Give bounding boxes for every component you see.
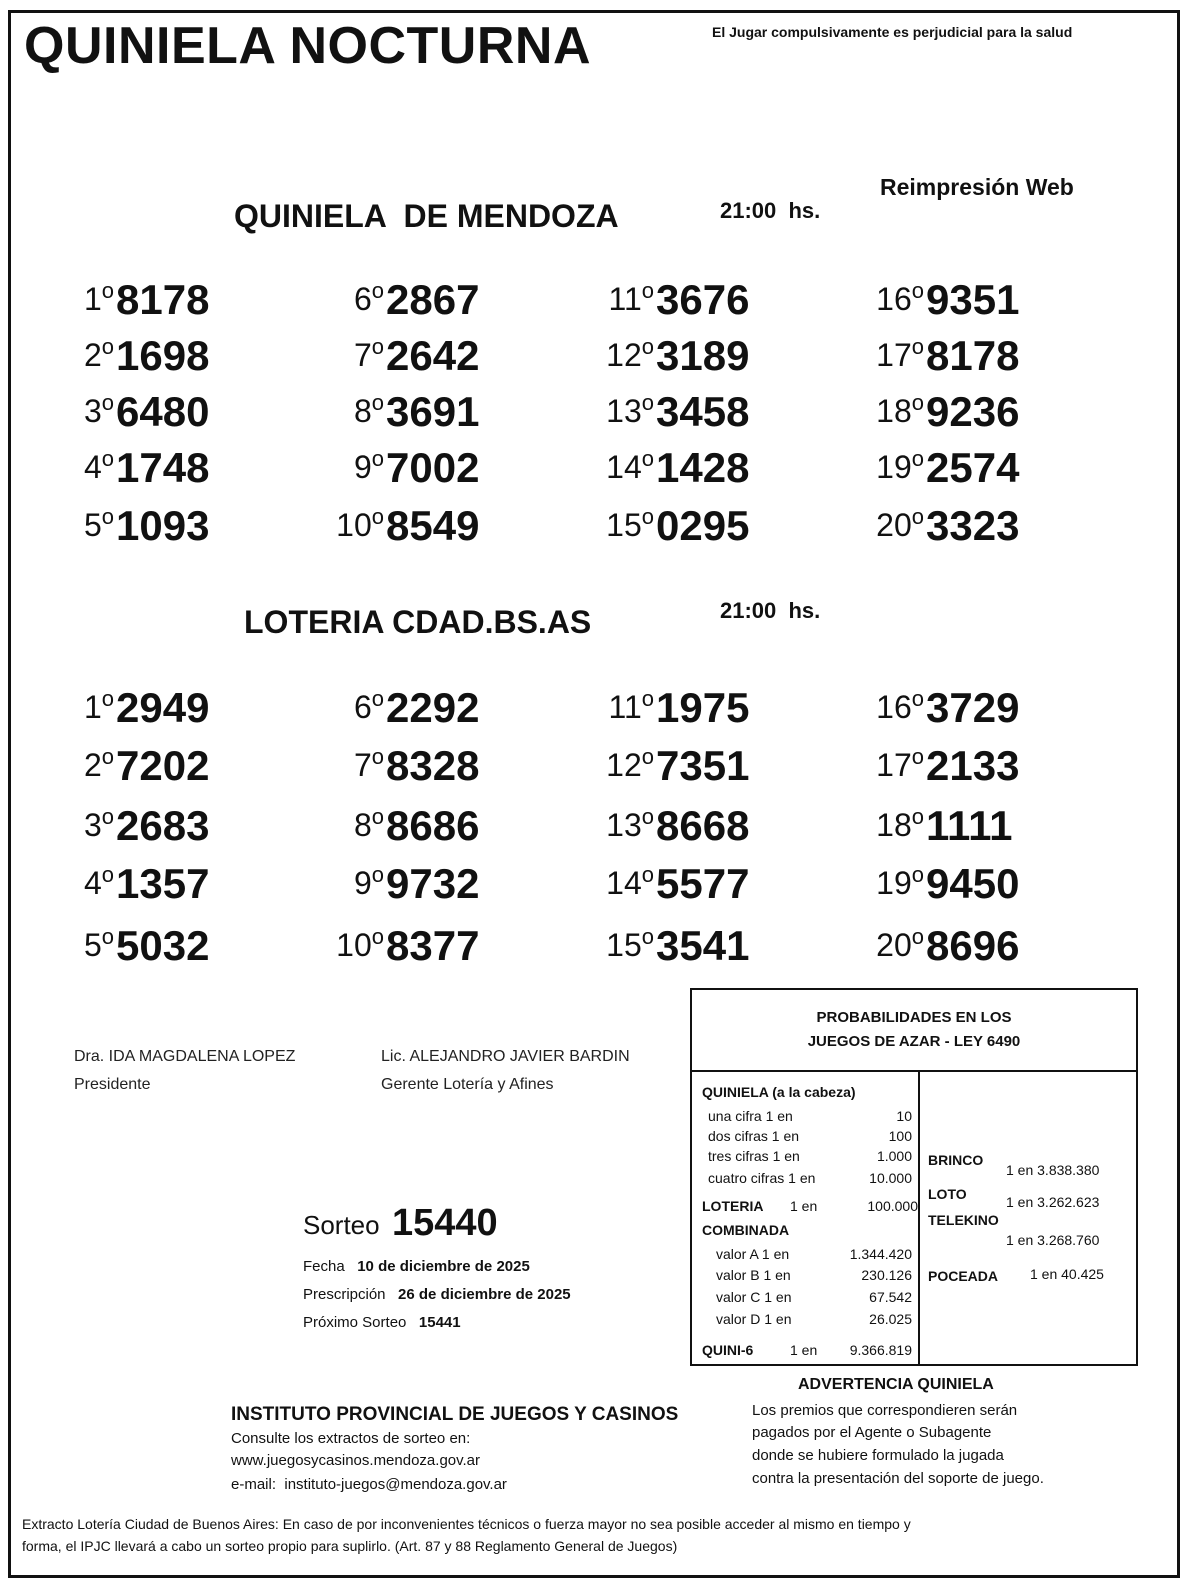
result-position: 6$^o$ (353, 686, 384, 725)
result-position: 20$^o$ (876, 504, 924, 543)
poceada-value: 1 en 40.425 (1030, 1266, 1104, 1282)
combinada-row-value: 230.126 (861, 1267, 912, 1283)
result-position: 1$^o$ (83, 278, 114, 317)
bsas-result-3 (42, 802, 282, 850)
result-number: 8668 (656, 802, 750, 849)
result-number: 7002 (386, 444, 480, 491)
bsas-result-4 (42, 860, 282, 908)
fecha-label: Fecha (303, 1258, 345, 1275)
result-number: 3676 (656, 276, 750, 323)
signature-name: Lic. ALEJANDRO JAVIER BARDIN (381, 1048, 630, 1065)
result-position: 12$^o$ (606, 334, 654, 373)
result-position: 12$^o$ (606, 744, 654, 783)
combinada-row-label: valor D 1 en (716, 1311, 792, 1327)
result-number: 7351 (656, 742, 750, 789)
result-number: 2574 (926, 444, 1020, 491)
mendoza-result-10 (312, 502, 552, 550)
proximo-line (303, 1314, 461, 1331)
signature-role: Gerente Lotería y Afines (381, 1076, 554, 1093)
result-position: 3$^o$ (83, 390, 114, 429)
mendoza-time: 21:00 hs. (720, 198, 821, 223)
result-position: 13$^o$ (606, 390, 654, 429)
result-position: 7$^o$ (353, 334, 384, 373)
result-position: 14$^o$ (606, 446, 654, 485)
result-position: 17$^o$ (876, 744, 924, 783)
institute-website: www.juegosycasinos.mendoza.gov.ar (231, 1452, 481, 1469)
result-number: 8328 (386, 742, 480, 789)
bsas-result-20 (852, 922, 1092, 970)
quiniela-row-value: 100 (888, 1128, 912, 1144)
prescripcion-line (303, 1286, 571, 1303)
footer-line: Extracto Lotería Ciudad de Buenos Aires: En caso de por inconvenientes técnicos o fuerza mayor no sea posible acceder al mismo en tiempo y (22, 1516, 911, 1532)
mendoza-result-5 (42, 502, 282, 550)
result-number: 5032 (116, 922, 210, 969)
result-position: 16$^o$ (876, 278, 924, 317)
mendoza-result-4 (42, 444, 282, 492)
bsas-result-12 (582, 742, 822, 790)
brinco-value: 1 en 3.838.380 (1006, 1162, 1100, 1178)
result-position: 19$^o$ (876, 862, 924, 901)
result-number: 6480 (116, 388, 210, 435)
loto-label: LOTO (928, 1186, 967, 1202)
result-number: 1111 (926, 802, 1013, 849)
institute-title: INSTITUTO PROVINCIAL DE JUEGOS Y CASINOS (231, 1404, 679, 1425)
result-position: 10$^o$ (336, 504, 384, 543)
sorteo-label: Sorteo (303, 1210, 380, 1240)
prescripcion-label: Prescripción (303, 1286, 386, 1303)
result-position: 8$^o$ (353, 804, 384, 843)
result-position: 18$^o$ (876, 390, 924, 429)
quiniela-row-label: dos cifras 1 en (708, 1128, 800, 1144)
result-number: 2949 (116, 684, 210, 731)
result-position: 8$^o$ (353, 390, 384, 429)
mendoza-result-19 (852, 444, 1092, 492)
bsas-result-15 (582, 922, 822, 970)
footer-line: forma, el IPJC llevará a cabo un sorteo propio para suplirlo. (Art. 87 y 88 Reglamento General de Juegos) (22, 1538, 678, 1554)
result-number: 5577 (656, 860, 750, 907)
health-warning: El Jugar compulsivamente es perjudicial para la salud (712, 24, 1073, 40)
bsas-result-16 (852, 684, 1092, 732)
result-position: 19$^o$ (876, 446, 924, 485)
result-number: 0295 (656, 502, 750, 549)
bsas-title: LOTERIA CDAD.BS.AS (244, 604, 592, 640)
signature-role: Presidente (74, 1076, 151, 1093)
bsas-result-7 (312, 742, 552, 790)
result-position: 5$^o$ (83, 924, 114, 963)
mendoza-result-11 (582, 276, 822, 324)
mendoza-result-8 (312, 388, 552, 436)
mendoza-result-14 (582, 444, 822, 492)
result-number: 3189 (656, 332, 750, 379)
result-number: 2133 (926, 742, 1020, 789)
mendoza-result-16 (852, 276, 1092, 324)
loto-value: 1 en 3.262.623 (1006, 1194, 1100, 1210)
fecha-value: 10 de diciembre de 2025 (357, 1258, 530, 1275)
result-number: 1357 (116, 860, 210, 907)
quiniela-row-label: una cifra 1 en (708, 1108, 793, 1124)
result-position: 4$^o$ (83, 862, 114, 901)
mendoza-result-3 (42, 388, 282, 436)
bsas-result-5 (42, 922, 282, 970)
mendoza-result-17 (852, 332, 1092, 380)
bsas-result-10 (312, 922, 552, 970)
fecha-line (303, 1258, 530, 1275)
mendoza-result-6 (312, 276, 552, 324)
result-position: 5$^o$ (83, 504, 114, 543)
result-number: 3458 (656, 388, 750, 435)
bsas-result-2 (42, 742, 282, 790)
advertencia-title: ADVERTENCIA QUINIELA (798, 1376, 994, 1393)
telekino-value: 1 en 3.268.760 (1006, 1232, 1100, 1248)
result-number: 9732 (386, 860, 480, 907)
bsas-result-13 (582, 802, 822, 850)
combinada-label: COMBINADA (702, 1222, 790, 1238)
quiniela-row-value: 10.000 (869, 1170, 912, 1186)
telekino-label: TELEKINO (928, 1212, 999, 1228)
result-number: 7202 (116, 742, 210, 789)
institute-email-line (231, 1476, 507, 1493)
advertencia-line: pagados por el Agente o Subagente (752, 1424, 992, 1441)
proximo-value: 15441 (418, 1314, 461, 1331)
result-number: 1748 (116, 444, 210, 491)
bsas-result-19 (852, 860, 1092, 908)
result-position: 15$^o$ (606, 924, 654, 963)
result-position: 11$^o$ (608, 278, 654, 317)
result-number: 2867 (386, 276, 480, 323)
email-label: e-mail: (231, 1476, 277, 1493)
result-number: 2642 (386, 332, 480, 379)
result-position: 9$^o$ (353, 446, 384, 485)
bsas-time: 21:00 hs. (720, 598, 821, 623)
result-position: 2$^o$ (83, 334, 114, 373)
combinada-row-value: 1.344.420 (849, 1246, 912, 1262)
signature-name: Dra. IDA MAGDALENA LOPEZ (74, 1048, 296, 1065)
quiniela-row-label: tres cifras 1 en (708, 1148, 800, 1164)
probabilities-header (690, 988, 1138, 1072)
result-position: 15$^o$ (606, 504, 654, 543)
result-number: 9236 (926, 388, 1020, 435)
bsas-result-9 (312, 860, 552, 908)
result-position: 7$^o$ (353, 744, 384, 783)
quiniela-row-value: 10 (896, 1108, 912, 1124)
reprint-label: Reimpresión Web (880, 174, 1074, 200)
result-number: 3691 (386, 388, 480, 435)
probabilities-title-2: JUEGOS DE AZAR - LEY 6490 (807, 1033, 1021, 1050)
mendoza-result-13 (582, 388, 822, 436)
result-number: 1428 (656, 444, 750, 491)
quini6-value: 9.366.819 (849, 1342, 912, 1358)
quiniela-row-value: 1.000 (876, 1148, 912, 1164)
quiniela-row-label: cuatro cifras 1 en (708, 1170, 816, 1186)
loteria-en: 1 en (790, 1198, 818, 1214)
result-number: 8686 (386, 802, 480, 849)
probabilities-title-1: PROBABILIDADES EN LOS (816, 1009, 1012, 1026)
result-number: 3729 (926, 684, 1020, 731)
mendoza-result-15 (582, 502, 822, 550)
proximo-label: Próximo Sorteo (303, 1314, 407, 1331)
bsas-result-18 (852, 802, 1092, 850)
combinada-row-value: 26.025 (869, 1311, 912, 1327)
result-number: 8178 (116, 276, 210, 323)
mendoza-result-18 (852, 388, 1092, 436)
bsas-result-14 (582, 860, 822, 908)
page-title: QUINIELA NOCTURNA (24, 17, 591, 75)
result-number: 2292 (386, 684, 480, 731)
result-number: 8696 (926, 922, 1020, 969)
result-number: 3541 (656, 922, 750, 969)
result-number: 8377 (386, 922, 480, 969)
result-number: 2683 (116, 802, 210, 849)
result-position: 11$^o$ (608, 686, 654, 725)
combinada-row-label: valor C 1 en (716, 1289, 792, 1305)
result-position: 18$^o$ (876, 804, 924, 843)
result-position: 3$^o$ (83, 804, 114, 843)
result-number: 8178 (926, 332, 1020, 379)
combinada-row-value: 67.542 (869, 1289, 912, 1305)
brinco-label: BRINCO (928, 1152, 984, 1168)
bsas-result-8 (312, 802, 552, 850)
result-position: 2$^o$ (83, 744, 114, 783)
bsas-result-1 (42, 684, 282, 732)
result-position: 13$^o$ (606, 804, 654, 843)
combinada-row-label: valor A 1 en (716, 1246, 790, 1262)
mendoza-result-20 (852, 502, 1092, 550)
result-position: 9$^o$ (353, 862, 384, 901)
mendoza-result-7 (312, 332, 552, 380)
result-number: 1698 (116, 332, 210, 379)
quini6-en: 1 en (790, 1342, 818, 1358)
sorteo-number: 15440 (392, 1202, 498, 1244)
advertencia-line: Los premios que correspondieren serán (752, 1402, 1018, 1419)
mendoza-result-2 (42, 332, 282, 380)
result-number: 9450 (926, 860, 1020, 907)
result-position: 6$^o$ (353, 278, 384, 317)
mendoza-result-1 (42, 276, 282, 324)
bsas-result-6 (312, 684, 552, 732)
advertencia-line: contra la presentación del soporte de juego. (752, 1470, 1044, 1487)
result-position: 14$^o$ (606, 862, 654, 901)
result-position: 10$^o$ (336, 924, 384, 963)
result-number: 9351 (926, 276, 1020, 323)
advertencia-line: donde se hubiere formulado la jugada (752, 1447, 1004, 1464)
result-number: 1093 (116, 502, 210, 549)
bsas-result-17 (852, 742, 1092, 790)
bsas-result-11 (582, 684, 822, 732)
result-position: 16$^o$ (876, 686, 924, 725)
mendoza-result-12 (582, 332, 822, 380)
quini6-label: QUINI-6 (702, 1342, 754, 1358)
result-position: 1$^o$ (83, 686, 114, 725)
result-number: 1975 (656, 684, 750, 731)
result-position: 4$^o$ (83, 446, 114, 485)
email-address: instituto-juegos@mendoza.gov.ar (284, 1476, 507, 1493)
result-number: 8549 (386, 502, 480, 549)
result-position: 20$^o$ (876, 924, 924, 963)
quiniela-label: QUINIELA (a la cabeza) (702, 1084, 856, 1100)
prescripcion-value: 26 de diciembre de 2025 (398, 1286, 571, 1303)
mendoza-result-9 (312, 444, 552, 492)
institute-consult: Consulte los extractos de sorteo en: (231, 1430, 471, 1447)
combinada-row-label: valor B 1 en (716, 1267, 791, 1283)
loteria-label: LOTERIA (702, 1198, 764, 1214)
mendoza-title: QUINIELA DE MENDOZA (234, 198, 619, 234)
result-number: 3323 (926, 502, 1020, 549)
poceada-label: POCEADA (928, 1268, 999, 1284)
loteria-value: 100.000 (867, 1198, 918, 1214)
result-position: 17$^o$ (876, 334, 924, 373)
